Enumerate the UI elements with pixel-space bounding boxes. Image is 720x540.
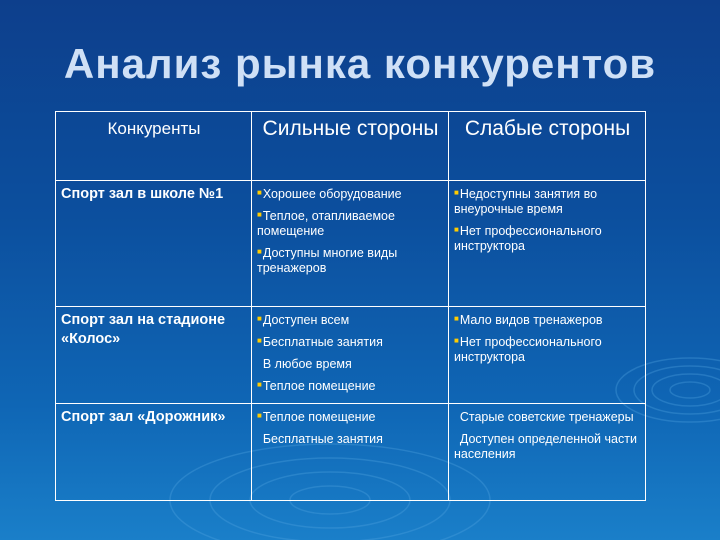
competitor-name: Спорт зал «Дорожник» [56, 404, 252, 501]
bullet-icon: ■ [257, 336, 262, 345]
table-row [56, 181, 646, 307]
list-item: ■Бесплатные занятия [257, 335, 383, 349]
strengths-cell [252, 307, 449, 404]
bullet-icon: ■ [257, 247, 262, 256]
list-item: ■Недоступны занятия во внеурочные время [454, 187, 598, 216]
header-weaknesses: Слабые стороны [449, 112, 646, 181]
list-item: ■Хорошее оборудование [257, 187, 402, 201]
bullet-icon [454, 433, 459, 442]
list-item: Старые советские тренажеры [454, 408, 641, 425]
list-item: В любое время [257, 355, 444, 372]
bullet-icon: ■ [257, 411, 262, 420]
bullet-icon: ■ [454, 336, 459, 345]
bullet-icon [257, 358, 262, 367]
header-competitors: Конкуренты [56, 112, 252, 181]
competitor-table [55, 111, 646, 501]
weaknesses-cell [449, 404, 646, 501]
bullet-icon [454, 411, 459, 420]
table-header-row [56, 112, 646, 181]
list-item: ■Теплое помещение [257, 379, 376, 393]
bullet-icon: ■ [257, 210, 262, 219]
bullet-icon [257, 433, 262, 442]
bullet-icon: ■ [454, 188, 459, 197]
header-strengths: Сильные стороны [252, 112, 449, 181]
list-item: ■Нет профессионального инструктора [454, 224, 602, 253]
competitor-name: Спорт зал на стадионе «Колос» [56, 307, 252, 404]
bullet-icon: ■ [257, 188, 262, 197]
bullet-icon: ■ [454, 225, 459, 234]
bullet-icon: ■ [257, 380, 262, 389]
table-row [56, 404, 646, 501]
bullet-icon: ■ [454, 314, 459, 323]
list-item: ■Доступен всем [257, 313, 350, 327]
strengths-cell [252, 404, 449, 501]
list-item: ■Доступны многие виды тренажеров [257, 246, 398, 275]
table-row [56, 307, 646, 404]
list-item: ■Мало видов тренажеров [454, 313, 603, 327]
weaknesses-cell [449, 307, 646, 404]
slide-title: Анализ рынка конкурентов [63, 40, 657, 87]
weaknesses-cell [449, 181, 646, 307]
list-item: Бесплатные занятия [257, 430, 444, 447]
list-item: ■Нет профессионального инструктора [454, 335, 602, 364]
list-item: Доступен определенной части населения [454, 432, 637, 461]
list-item: ■Теплое помещение [257, 410, 376, 424]
strengths-cell [252, 181, 449, 307]
competitor-name: Спорт зал в школе №1 [56, 181, 252, 307]
list-item: ■Теплое, отапливаемое помещение [257, 209, 395, 238]
bullet-icon: ■ [257, 314, 262, 323]
